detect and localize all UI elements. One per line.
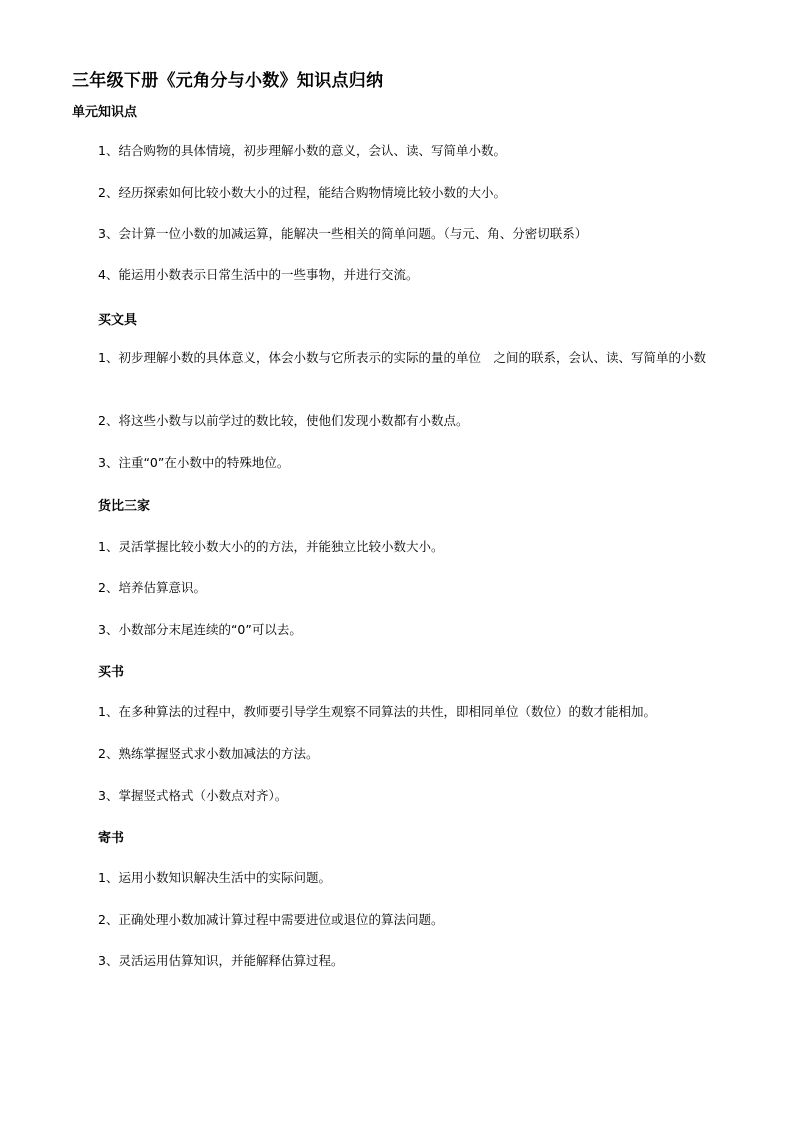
list-item: 2、熟练掌握竖式求小数加减法的方法。: [98, 746, 319, 761]
list-item: 3、会计算一位小数的加减运算，能解决一些相关的简单问题。（与元、角、分密切联系）: [98, 226, 588, 241]
section-heading-unit-knowledge: 单元知识点: [72, 105, 138, 120]
list-item: 1、运用小数知识解决生活中的实际问题。: [98, 870, 331, 885]
document-title: 三年级下册《元角分与小数》知识点归纳: [72, 71, 384, 91]
section-heading-buy-books: 买书: [98, 665, 125, 680]
list-item: 4、能运用小数表示日常生活中的一些事物，并进行交流。: [98, 267, 419, 282]
list-item: 1、结合购物的具体情境，初步理解小数的意义，会认、读、写简单小数。: [98, 143, 506, 158]
list-item: 2、经历探索如何比较小数大小的过程，能结合购物情境比较小数的大小。: [98, 185, 506, 200]
section-heading-buy-stationery: 买文具: [98, 313, 138, 328]
list-item: 1、灵活掌握比较小数大小的的方法，并能独立比较小数大小。: [98, 539, 444, 554]
list-item: 2、培养估算意识。: [98, 580, 206, 595]
list-item: 3、小数部分末尾连续的“0”可以去。: [98, 622, 302, 637]
list-item: 3、掌握竖式格式（小数点对齐）。: [98, 788, 288, 803]
section-heading-mail-books: 寄书: [98, 831, 125, 846]
section-heading-compare-prices: 货比三家: [98, 499, 151, 514]
list-item: 3、灵活运用估算知识，并能解释估算过程。: [98, 953, 344, 968]
list-item: 2、正确处理小数加减计算过程中需要进位或退位的算法问题。: [98, 912, 444, 927]
list-item: 1、初步理解小数的具体意义，体会小数与它所表示的实际的量的单位 之间的联系，会认、读、写简单的小数: [98, 350, 706, 365]
list-item: 2、将这些小数与以前学过的数比较，使他们发现小数都有小数点。: [98, 413, 469, 428]
list-item: 3、注重“0”在小数中的特殊地位。: [98, 455, 290, 470]
list-item: 1、在多种算法的过程中，教师要引导学生观察不同算法的共性，即相同单位（数位）的数才能相加。: [98, 704, 656, 719]
